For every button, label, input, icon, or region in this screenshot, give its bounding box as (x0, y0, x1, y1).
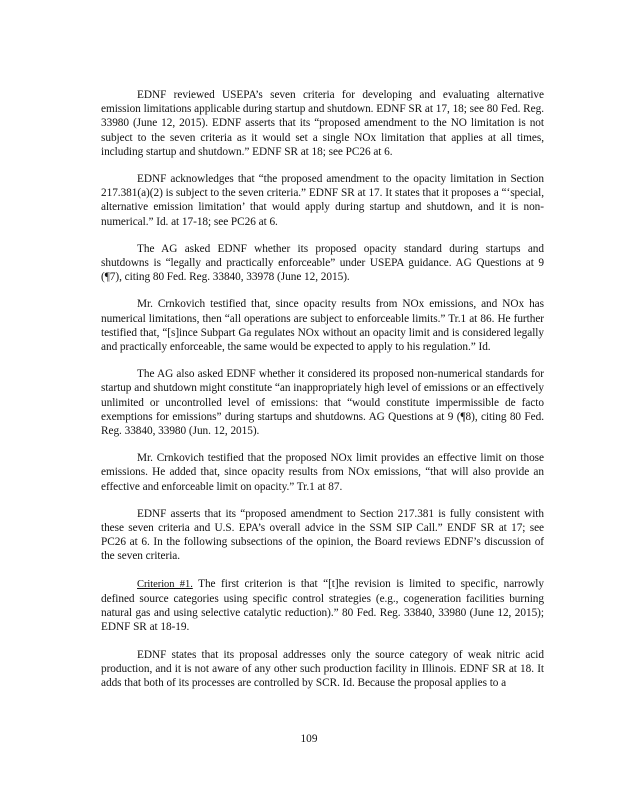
paragraph-criterion-one (101, 577, 544, 635)
paragraph-crnkovich-testimony-one: Mr. Crnkovich testified that, since opacity results from NOx emissions, and NOx has numerical limitations, then “all operations are subject to enforceable limits.” Tr.1 at 86. He further testified that, “[s]ince Subpart Ga regulates NOx without an opacity limit and is considered legally and practically enforceable, the same would be expected to apply to his regulation.” Id. (101, 298, 544, 354)
paragraph-ag-question-enforceability: The AG asked EDNF whether its proposed opacity standard during startups and shutdowns is “legally and practically enforceable” under USEPA guidance. AG Questions at 9 (¶7), citing 80 Fed. Reg. 33840, 33978 (June 12, 2015). (101, 242, 544, 284)
paragraph-consistency-assertion: EDNF asserts that its “proposed amendment to Section 217.381 is fully consistent with these seven criteria and U.S. EPA’s overall advice in the SSM SIP Call.” ENDF SR at 17; see PC26 at 6. In the following subsections of the opinion, the Board reviews EDNF’s discussion of the seven criteria. (101, 507, 544, 563)
paragraph-crnkovich-testimony-two: Mr. Crnkovich testified that the proposed NOx limit provides an effective limit on those emissions. He added that, since opacity results from NOx emissions, “that will also provide an effective and enforceable limit on opacity.” Tr.1 at 87. (101, 452, 544, 493)
document-body (101, 88, 544, 703)
page-number: 109 (300, 733, 318, 745)
paragraph-opacity-amendment: EDNF acknowledges that “the proposed amendment to the opacity limitation in Section 217.381(a)(2) is subject to the seven criteria.” EDNF SR at 17. It states that it proposes a “‘special, alternative emission limitation’ that would apply during startup and shutdown, and it is non-numerical.” Id. at 17-18; see PC26 at 6. (101, 173, 544, 228)
paragraph-seven-criteria-review: EDNF reviewed USEPA’s seven criteria for developing and evaluating alternative emission limitations applicable during startup and shutdown. EDNF SR at 17, 18; see 80 Fed. Reg. 33980 (June 12, 2015). EDNF asserts that its “proposed amendment to the NO limitation is not subject to the seven criteria as it would set a single NOx limitation that applies at all times, including startup and shutdown.” EDNF SR at 18; see PC26 at 6. (101, 89, 544, 158)
paragraph-ag-question-exemptions: The AG also asked EDNF whether it considered its proposed non-numerical standards for startup and shutdown might constitute “an inappropriately high level of emissions or an effectively unlimited or uncontrolled level of emissions: that “would constitute impermissible de facto exemptions for emissions” during startups and shutdowns. AG Questions at 9 (¶8), citing 80 Fed. Reg. 33840, 33980 (Jun. 12, 2015). (101, 368, 544, 438)
criterion-text: The first criterion is that “[t]he revision is limited to specific, narrowly defined source categories using specific control strategies (e.g., cogeneration facilities burning natural gas and using selective catalytic reduction).” 80 Fed. Reg. 33840, 33980 (June 12, 2015); EDNF SR at 18-19. (101, 577, 544, 634)
paragraph-source-category: EDNF states that its proposal addresses only the source category of weak nitric acid production, and it is not aware of any other such production facility in Illinois. EDNF SR at 18. It adds that both of its processes are controlled by SCR. Id. Because the proposal applies to a (101, 648, 544, 689)
criterion-label: Criterion #1. (137, 578, 193, 590)
